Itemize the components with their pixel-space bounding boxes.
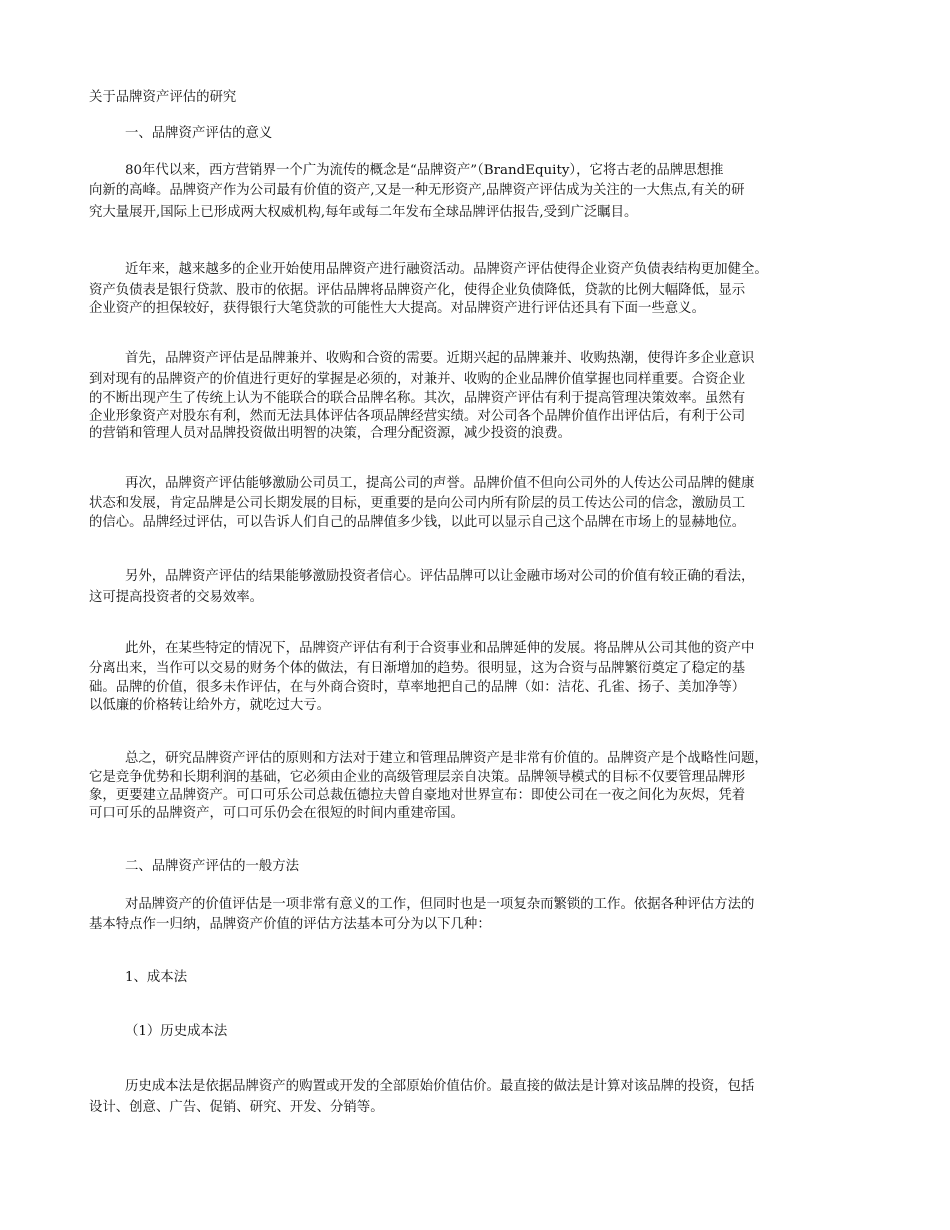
subsection-heading: （1）历史成本法 <box>125 1024 228 1039</box>
paragraph-line: 另外，品牌资产评估的结果能够激励投资者信心。评估品牌可以让金融市场对公司的价值有较正确的看法， <box>125 569 755 584</box>
paragraph-line: 此外，在某些特定的情况下，品牌资产评估有利于合资事业和品牌延伸的发展。将品牌从公司其他的资产中 <box>125 641 755 656</box>
document-title: 关于品牌资产评估的研究 <box>89 90 237 105</box>
paragraph-line: 80年代以来，西方营销界一个广为流传的概念是“品牌资产”（BrandEquity），它将古老的品牌思想推 <box>125 163 724 178</box>
paragraph-line: 分离出来，当作可以交易的财务个体的做法，有日渐增加的趋势。很明显，这为合资与品牌繁衍奠定了稳定的基 <box>89 661 746 676</box>
paragraph-line: 总之，研究品牌资产评估的原则和方法对于建立和管理品牌资产是非常有价值的。品牌资产是个战略性问题， <box>125 751 768 766</box>
paragraph-line: 到对现有的品牌资产的价值进行更好的掌握是必须的，对兼并、收购的企业品牌价值掌握也同样重要。合资企业 <box>89 372 746 387</box>
paragraph-line: 象，更要建立品牌资产。可口可乐公司总裁伍德拉夫曾自豪地对世界宣布：即使公司在一夜之间化为灰烬，凭着 <box>89 788 746 803</box>
paragraph-line: 的信心。品牌经过评估，可以告诉人们自己的品牌值多少钱，以此可以显示自己这个品牌在市场上的显赫地位。 <box>89 515 746 530</box>
paragraph-line: 的营销和管理人员对品牌投资做出明智的决策，合理分配资源，减少投资的浪费。 <box>89 426 572 441</box>
paragraph-line: 可口可乐的品牌资产，可口可乐仍会在很短的时间内重建帝国。 <box>89 806 464 821</box>
paragraph-line: 首先，品牌资产评估是品牌兼并、收购和合资的需要。近期兴起的品牌兼并、收购热潮，使得许多企业意识 <box>125 351 755 366</box>
paragraph-line: 向新的高峰。品牌资产作为公司最有价值的资产,又是一种无形资产,品牌资产评估成为关注的一大焦点,有关的研 <box>89 183 745 198</box>
paragraph-line: 这可提高投资者的交易效率。 <box>89 590 264 605</box>
paragraph-line: 设计、创意、广告、促销、研究、开发、分销等。 <box>89 1100 384 1115</box>
paragraph-line: 础。品牌的价值，很多未作评估，在与外商合资时，草率地把自己的品牌（如：洁花、孔雀、扬子、美加净等） <box>89 680 746 695</box>
paragraph-line: 以低廉的价格转让给外方，就吃过大亏。 <box>89 698 331 713</box>
paragraph-line: 对品牌资产的价值评估是一项非常有意义的工作，但同时也是一项复杂而繁锁的工作。依据各种评估方法的 <box>125 897 755 912</box>
section-heading: 二、品牌资产评估的一般方法 <box>125 859 300 874</box>
paragraph-line: 状态和发展，肯定品牌是公司长期发展的目标，更重要的是向公司内所有阶层的员工传达公司的信念，激励员工 <box>89 496 746 511</box>
paragraph-line: 究大量展开,国际上已形成两大权威机构,每年或每二年发布全球品牌评估报告,受到广泛瞩目。 <box>89 205 638 220</box>
paragraph-line: 再次，品牌资产评估能够激励公司员工，提高公司的声誉。品牌价值不但向公司外的人传达公司品牌的健康 <box>125 476 755 491</box>
paragraph-line: 企业资产的担保较好，获得银行大笔贷款的可能性大大提高。对品牌资产进行评估还具有下面一些意义。 <box>89 301 705 316</box>
paragraph-line: 企业形象资产对股东有利，然而无法具体评估各项品牌经营实绩。对公司各个品牌价值作出评估后，有利于公司 <box>89 409 746 424</box>
paragraph-line: 近年来，越来越多的企业开始使用品牌资产进行融资活动。品牌资产评估使得企业资产负债表结构更加健全。 <box>125 262 768 277</box>
paragraph-line: 资产负债表是银行贷款、股市的依据。评估品牌将品牌资产化，使得企业负债降低，贷款的比例大幅降低，显示 <box>89 283 746 298</box>
section-heading: 一、品牌资产评估的意义 <box>125 126 273 141</box>
paragraph-line: 历史成本法是依据品牌资产的购置或开发的全部原始价值估价。最直接的做法是计算对该品牌的投资，包括 <box>125 1079 755 1094</box>
subsection-heading: 1、成本法 <box>125 970 188 985</box>
paragraph-line: 它是竞争优势和长期利润的基础，它必须由企业的高级管理层亲自决策。品牌领导模式的目标不仅要管理品牌形 <box>89 770 746 785</box>
paragraph-line: 的不断出现产生了传统上认为不能联合的联合品牌名称。其次，品牌资产评估有利于提高管理决策效率。虽然有 <box>89 391 746 406</box>
paragraph-line: 基本特点作一归纳，品牌资产价值的评估方法基本可分为以下几种： <box>89 917 491 932</box>
